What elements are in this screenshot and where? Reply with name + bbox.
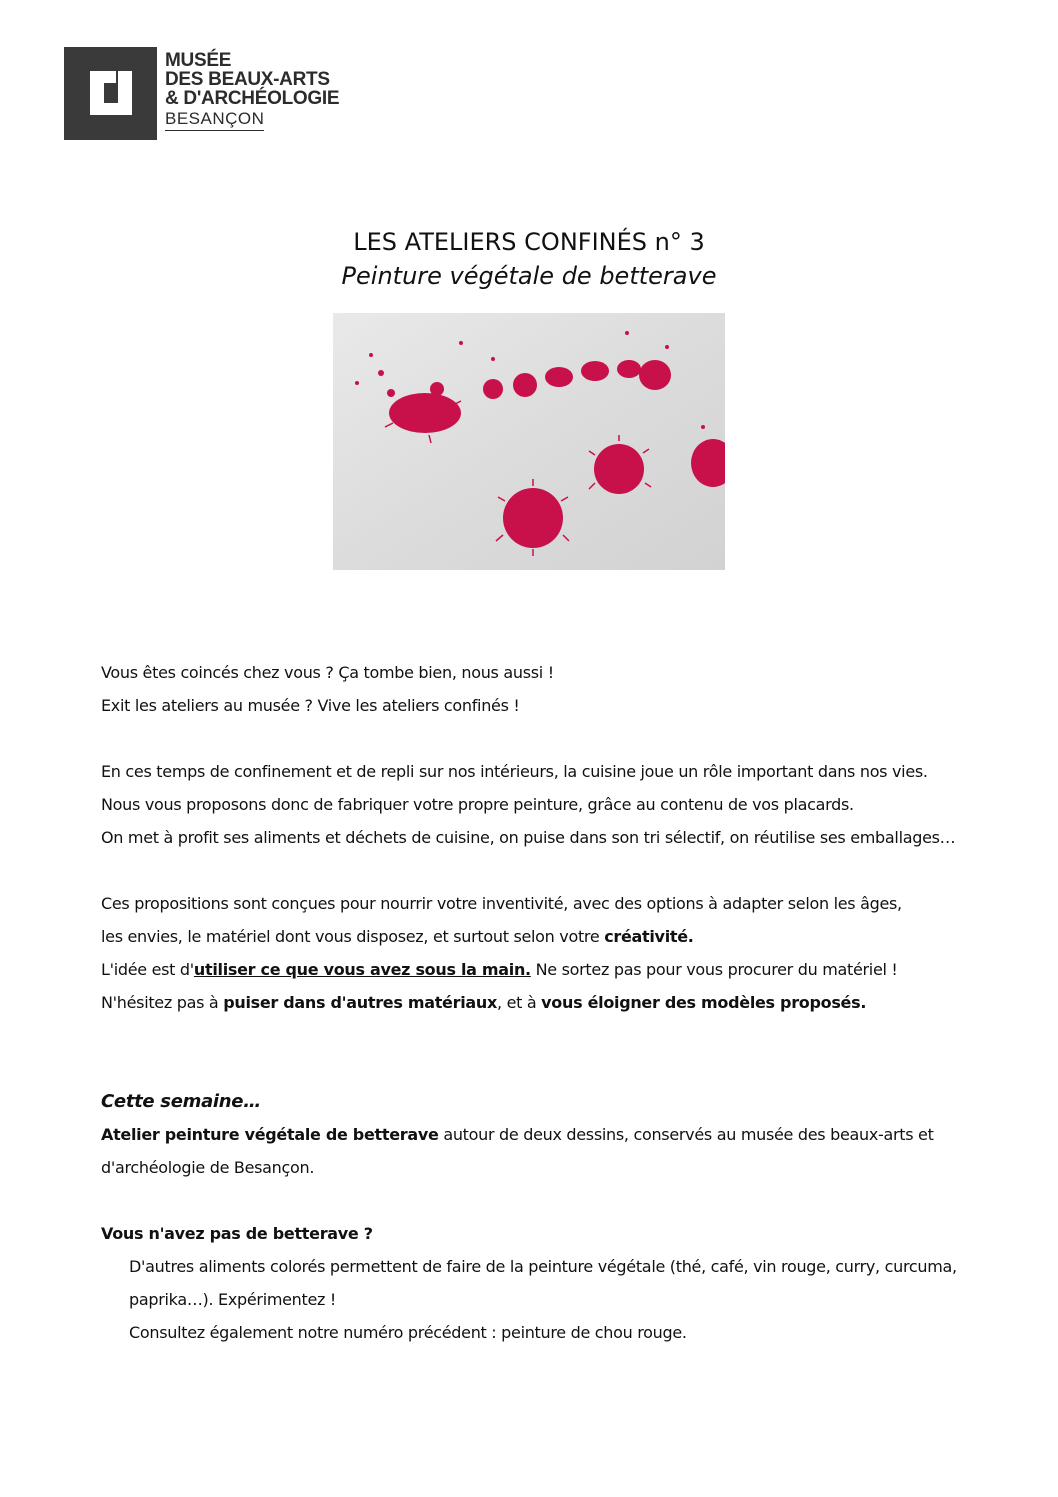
week-workshop-name: Atelier peinture végétale de betterave bbox=[101, 1125, 439, 1144]
no-beet-heading-text: Vous n'avez pas de betterave ? bbox=[101, 1224, 373, 1243]
propositions-line-2-text: les envies, le matériel dont vous disposez, et surtout selon votre bbox=[101, 927, 605, 946]
logo-line-3: & D'ARCHÉOLOGIE bbox=[165, 88, 340, 109]
week-line-2: d'archéologie de Besançon. bbox=[101, 1158, 315, 1177]
title-subtitle: Peinture végétale de betterave bbox=[341, 262, 717, 290]
intro-line-1: Vous êtes coincés chez vous ? Ça tombe bien, nous aussi ! bbox=[101, 663, 554, 682]
propositions-line-3-start: L'idée est d' bbox=[101, 960, 194, 979]
body-text bbox=[101, 656, 981, 1349]
beet-paint-photo bbox=[333, 313, 725, 570]
logo-line-2: DES BEAUX-ARTS bbox=[165, 69, 330, 90]
use-what-you-have-emphasis: utiliser ce que vous avez sous la main. bbox=[193, 960, 531, 979]
propositions-line-4 bbox=[101, 986, 981, 1019]
context-line-1: En ces temps de confinement et de repli sur nos intérieurs, la cuisine joue un rôle important dans nos vies. bbox=[101, 762, 928, 781]
intro-line-2: Exit les ateliers au musée ? Vive les ateliers confinés ! bbox=[101, 696, 520, 715]
no-beet-heading bbox=[101, 1217, 981, 1250]
museum-logo bbox=[64, 47, 339, 140]
logo-line-1: MUSÉE bbox=[165, 50, 232, 71]
context-line-2: Nous vous proposons donc de fabriquer votre propre peinture, grâce au contenu de vos placards. bbox=[101, 795, 854, 814]
week-line-1-rest: autour de deux dessins, conservés au musée des beaux-arts et bbox=[438, 1125, 934, 1144]
propositions-line-3 bbox=[101, 953, 981, 986]
propositions-line-4-mid: , et à bbox=[497, 993, 542, 1012]
logo-text bbox=[165, 51, 339, 131]
propositions-line-2 bbox=[101, 920, 981, 953]
other-materials-emphasis: puiser dans d'autres matériaux bbox=[223, 993, 497, 1012]
propositions-line-1: Ces propositions sont conçues pour nourrir votre inventivité, avec des options à adapter selon les âges, bbox=[101, 894, 902, 913]
propositions-line-3-end: Ne sortez pas pour vous procurer du matériel ! bbox=[530, 960, 898, 979]
no-beet-line-1: D'autres aliments colorés permettent de faire de la peinture végétale (thé, café, vin rouge, curry, curcuma, bbox=[129, 1257, 957, 1276]
page-title bbox=[0, 228, 1058, 290]
no-beet-line-2: paprika…). Expérimentez ! bbox=[129, 1290, 337, 1309]
week-heading: Cette semaine… bbox=[101, 1091, 261, 1112]
move-away-emphasis: vous éloigner des modèles proposés. bbox=[541, 993, 867, 1012]
week-line-1 bbox=[101, 1118, 981, 1151]
creativity-emphasis: créativité. bbox=[604, 927, 694, 946]
propositions-line-4-start: N'hésitez pas à bbox=[101, 993, 224, 1012]
no-beet-line-3: Consultez également notre numéro précédent : peinture de chou rouge. bbox=[129, 1323, 687, 1342]
context-line-3: On met à profit ses aliments et déchets de cuisine, on puise dans son tri sélectif, on réutilise ses emballages… bbox=[101, 828, 956, 847]
title-main: LES ATELIERS CONFINÉS n° 3 bbox=[353, 228, 705, 256]
logo-city: BESANÇON bbox=[165, 110, 264, 131]
logo-mark-icon bbox=[64, 47, 157, 140]
